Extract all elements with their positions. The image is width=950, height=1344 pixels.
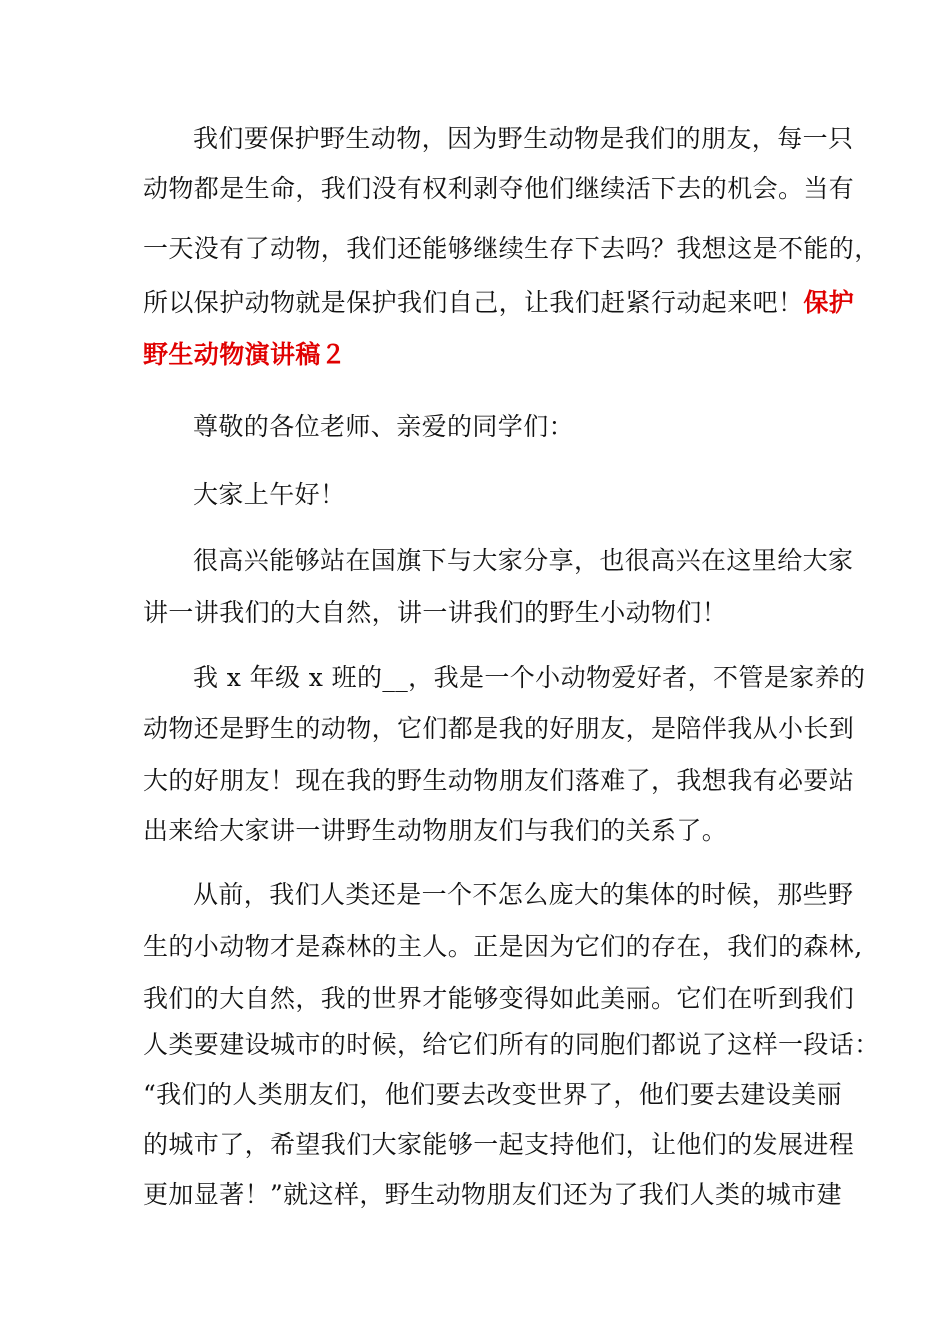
paragraph-line: “我们的人类朋友们，他们要去改变世界了，他们要去建设美丽 — [143, 1080, 842, 1109]
paragraph-line: 大的好朋友！现在我的野生动物朋友们落难了，我想我有必要站 — [143, 766, 855, 795]
paragraph-line: 一天没有了动物，我们还能够继续生存下去吗？我想这是不能的， — [143, 234, 880, 263]
paragraph-line: 我 x 年级 x 班的__，我是一个小动物爱好者，不管是家养的 — [193, 663, 866, 692]
greeting-line: 尊敬的各位老师、亲爱的同学们： — [193, 412, 575, 441]
paragraph-line: 从前，我们人类还是一个不怎么庞大的集体的时候，那些野 — [193, 880, 854, 909]
paragraph-line: 动物都是生命，我们没有权利剥夺他们继续活下去的机会。当有 — [143, 174, 855, 203]
paragraph-line — [143, 288, 854, 318]
paragraph-line: 很高兴能够站在国旗下与大家分享，也很高兴在这里给大家 — [193, 546, 854, 575]
paragraph-line: 我们要保护野生动物，因为野生动物是我们的朋友，每一只 — [193, 124, 854, 153]
hello-line: 大家上午好！ — [193, 480, 346, 509]
paragraph-line: 生的小动物才是森林的主人。正是因为它们的存在，我们的森林, — [143, 932, 863, 961]
paragraph-line: 人类要建设城市的时候，给它们所有的同胞们都说了这样一段话： — [143, 1030, 880, 1059]
paragraph-line: 的城市了，希望我们大家能够一起支持他们，让他们的发展进程 — [143, 1130, 855, 1159]
paragraph-line: 我们的大自然，我的世界才能够变得如此美丽。它们在听到我们 — [143, 984, 855, 1013]
paragraph-line: 讲一讲我们的大自然，讲一讲我们的野生小动物们！ — [143, 598, 728, 627]
section-heading-part: 保护 — [803, 288, 855, 317]
paragraph-line: 出来给大家讲一讲野生动物朋友们与我们的关系了。 — [143, 816, 728, 845]
section-heading: 野生动物演讲稿２ — [143, 340, 347, 369]
paragraph-line: 更加显著！”就这样，野生动物朋友们还为了我们人类的城市建 — [143, 1180, 842, 1209]
paragraph-text: 所以保护动物就是保护我们自己，让我们赶紧行动起来吧！ — [143, 288, 804, 317]
paragraph-line: 动物还是野生的动物，它们都是我的好朋友，是陪伴我从小长到 — [143, 714, 855, 743]
